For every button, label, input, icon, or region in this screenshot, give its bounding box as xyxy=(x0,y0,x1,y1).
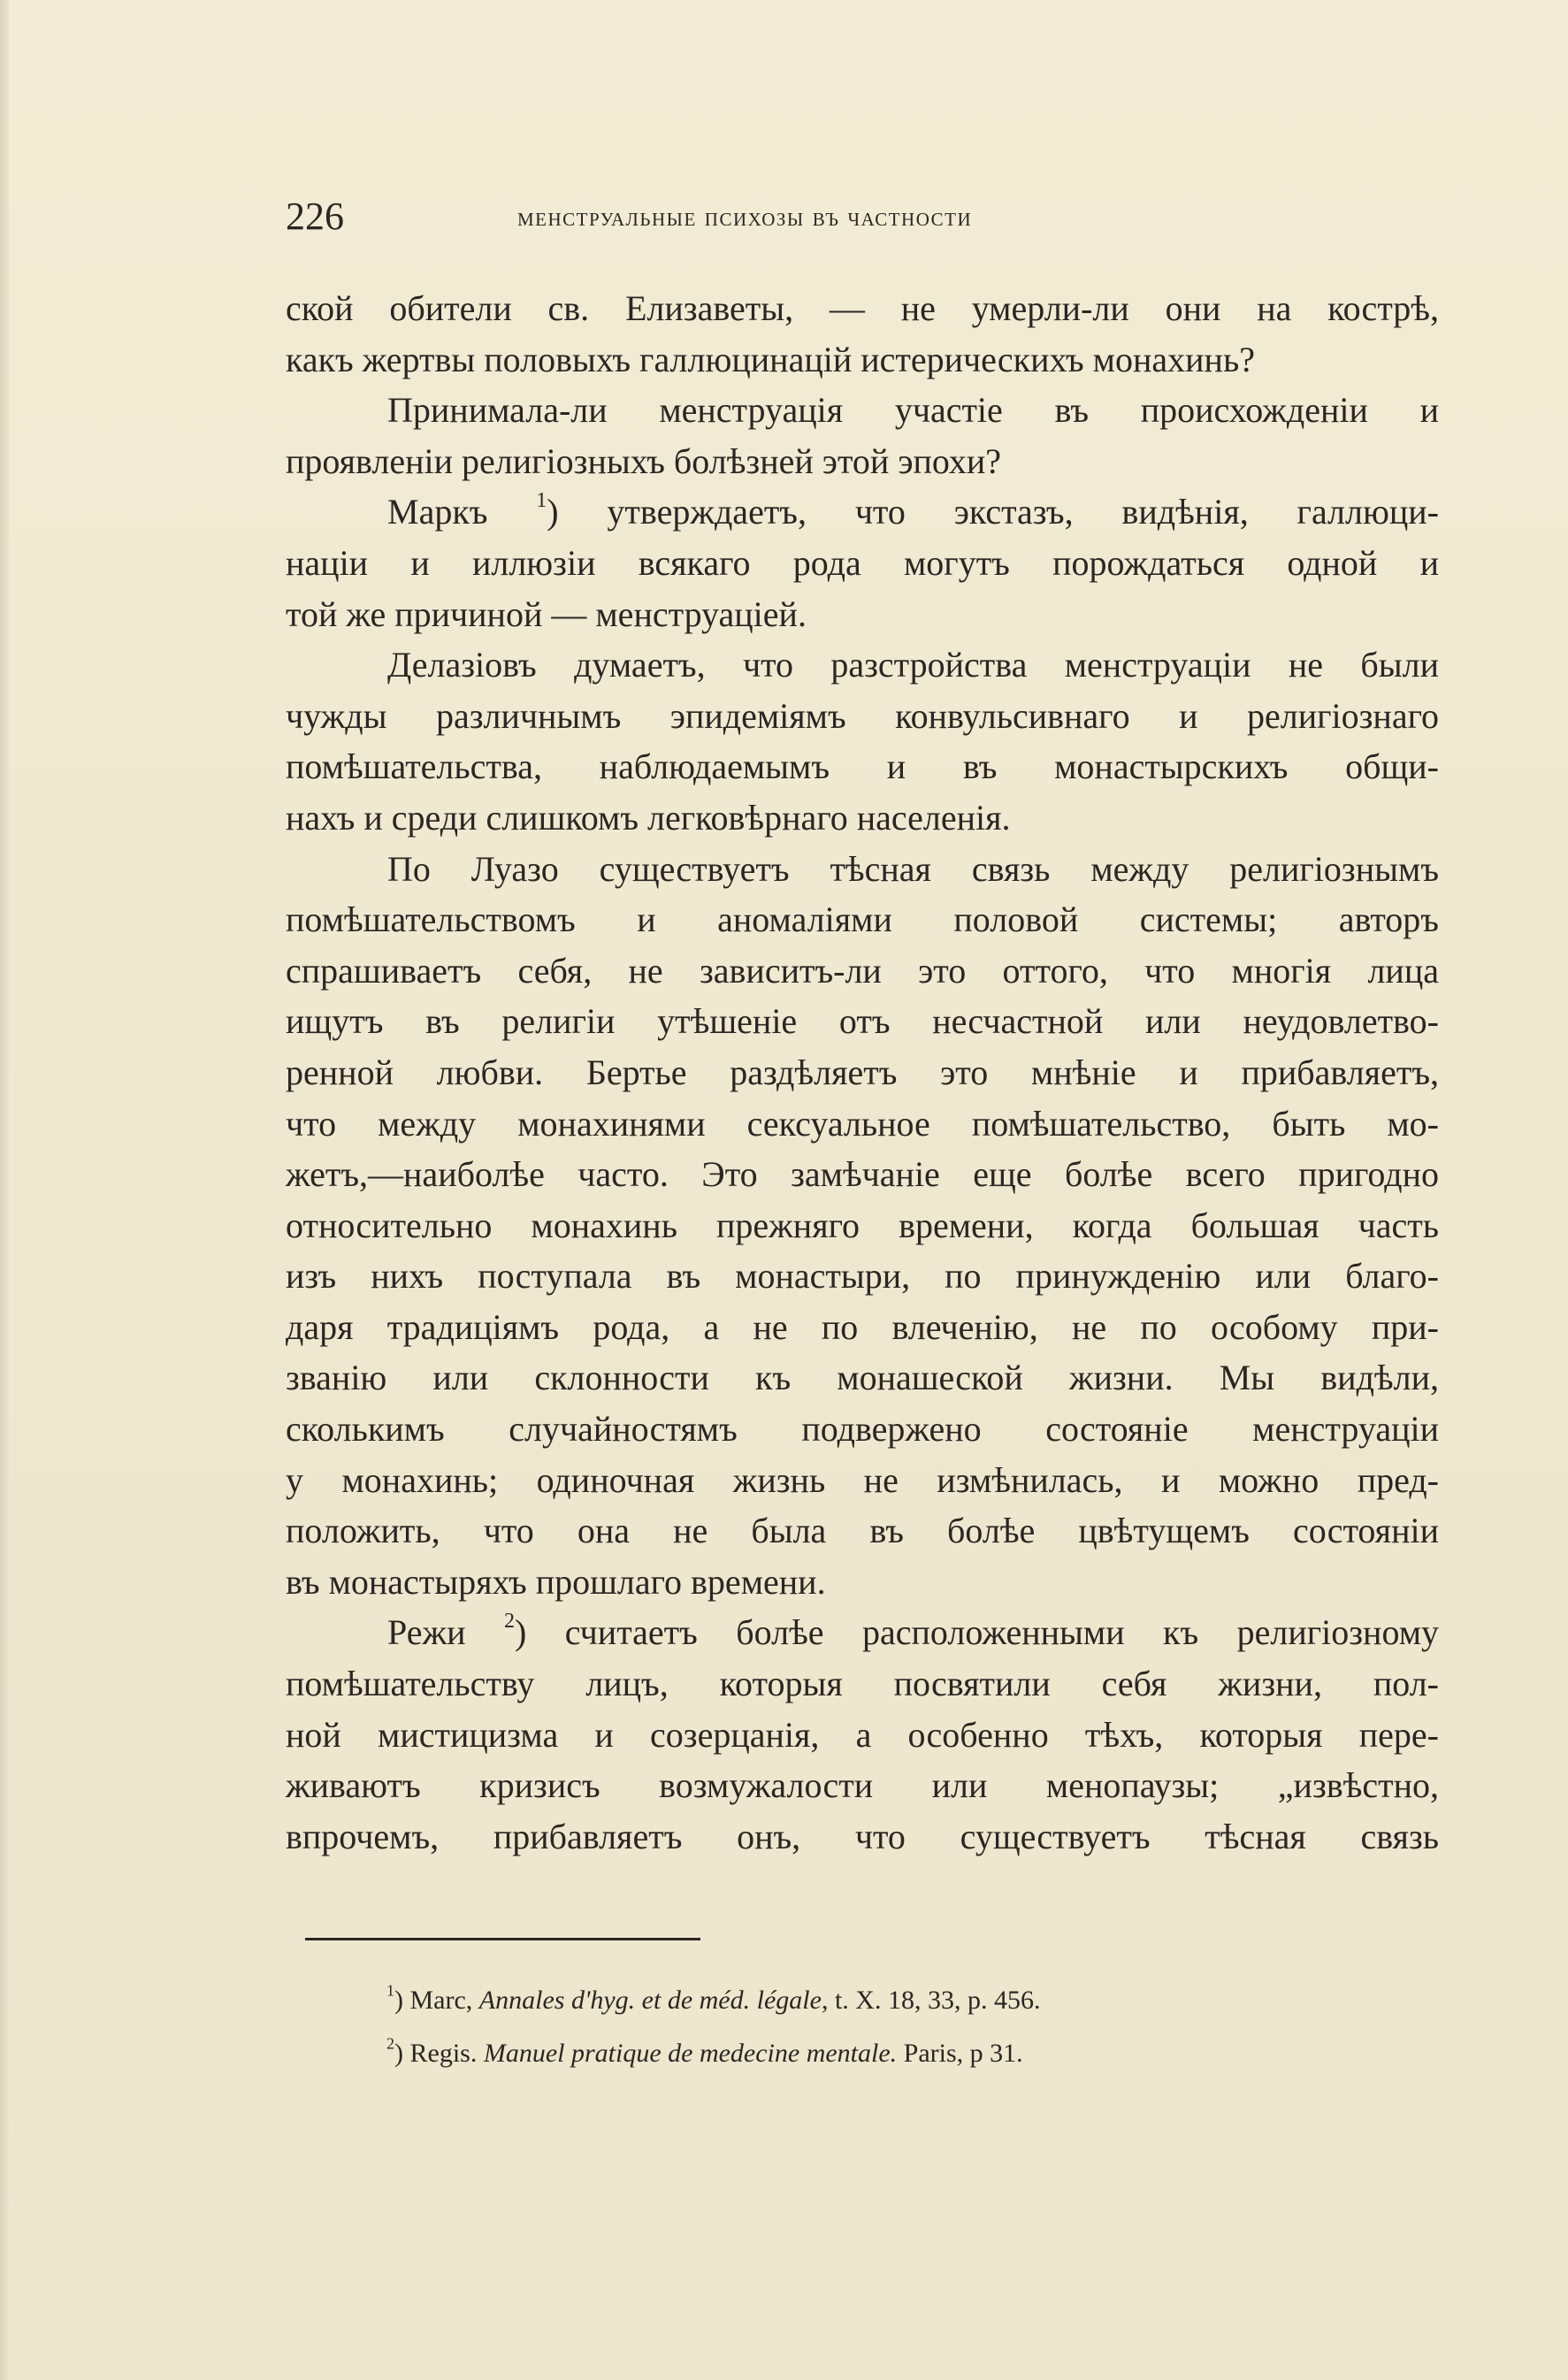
page-edge-shadow xyxy=(0,0,9,2380)
text-line: званію или склонности къ монашеской жизни. Мы видѣли, xyxy=(286,1358,1439,1398)
text-line: нахъ и среди слишкомъ легковѣрнаго населенія. xyxy=(286,797,1011,838)
text-line: что между монахинями сексуальное помѣшательство, быть мо- xyxy=(286,1103,1439,1144)
text-line: у монахинь; одиночная жизнь не измѣнилась, и можно пред- xyxy=(286,1459,1439,1500)
text-line: жетъ,—наиболѣе часто. Это замѣчаніе еще болѣе всего пригодно xyxy=(286,1154,1439,1195)
text-line: даря традиціямъ рода, а не по влеченію, не по особому при- xyxy=(286,1306,1439,1347)
footnotes xyxy=(386,1974,1359,2080)
main-text xyxy=(286,283,1439,1862)
footnote-divider xyxy=(305,1938,700,1940)
text-line: Маркъ $^1$) утверждаетъ, что экстазъ, видѣнія, галлюци- xyxy=(387,489,1439,532)
text-line: Делазіовъ думаетъ, что разстройства менструаціи не были xyxy=(387,645,1439,685)
footnote-mark: 1 xyxy=(386,1981,394,2000)
text-line: въ монастыряхъ прошлаго времени. xyxy=(286,1561,826,1602)
page-header xyxy=(286,190,1435,243)
footnote-ref: 1 xyxy=(536,489,547,513)
text-line: Режи $^2$) считаетъ болѣе расположенными къ религіозному xyxy=(387,1610,1440,1653)
text-line: сколькимъ случайностямъ подвержено состояніе менструаціи xyxy=(286,1409,1439,1450)
work-title: Manuel pratique de medecine mentale. xyxy=(483,2039,898,2068)
text-line: проявленіи религіозныхъ болѣзней этой эпохи? xyxy=(286,440,1002,481)
footnote: $^1$) Marc, Annales d'hyg. et de méd. légale, t. X. 18, 33, p. 456. xyxy=(386,1981,1041,2015)
footnote-ref: 2 xyxy=(503,1610,515,1634)
text-line: живаютъ кризисъ возмужалости или менопаузы; „извѣстно, xyxy=(286,1765,1439,1806)
text-line: помѣшательствомъ и аномаліями половой системы; авторъ xyxy=(286,899,1439,940)
text-line: Принимала-ли менструація участіе въ происхожденіи и xyxy=(387,390,1439,431)
text-line: чужды различнымъ эпидеміямъ конвульсивнаго и религіознаго xyxy=(286,695,1439,736)
text-line: впрочемъ, прибавляетъ онъ, что существуетъ тѣсная связь xyxy=(286,1816,1439,1856)
text-line: ной мистицизма и созерцанія, а особенно тѣхъ, которыя пере- xyxy=(286,1714,1439,1755)
text-line: какъ жертвы половыхъ галлюцинацій истерическихъ монахинь? xyxy=(286,339,1255,379)
footnote: $^2$) Regis. Manuel pratique de medecine mentale. Paris, p 31. xyxy=(386,2034,1023,2068)
text-line: помѣшательству лицъ, которыя посвятили себя жизни, пол- xyxy=(286,1664,1439,1704)
text-line: По Луазо существуетъ тѣсная связь между религіознымъ xyxy=(387,848,1439,889)
text-line: ренной любви. Бертье раздѣляетъ это мнѣніе и прибавляетъ, xyxy=(286,1052,1439,1092)
running-head: менструальные психозы въ частности xyxy=(517,203,973,232)
text-line: относительно монахинь прежняго времени, когда большая часть xyxy=(286,1205,1439,1245)
text-line: изъ нихъ поступала въ монастыри, по принужденію или благо- xyxy=(286,1256,1439,1297)
work-title: Annales d'hyg. et de méd. légale xyxy=(478,1986,822,2015)
page-number: 226 xyxy=(286,195,344,238)
text-line: націи и иллюзіи всякаго рода могутъ порождаться одной и xyxy=(286,542,1439,583)
text-line: той же причиной — менструаціей. xyxy=(286,593,807,634)
text-line: помѣшательства, наблюдаемымъ и въ монастырскихъ общи- xyxy=(286,746,1439,787)
text-line: спрашиваетъ себя, не зависитъ-ли это оттого, что многія лица xyxy=(286,950,1439,991)
text-line: ской обители св. Елизаветы, — не умерли-ли они на кострѣ, xyxy=(286,288,1439,328)
footnote-mark: 2 xyxy=(386,2034,394,2053)
text-line: ищутъ въ религіи утѣшеніе отъ несчастной или неудовлетво- xyxy=(286,1001,1439,1042)
text-line: положить, что она не была въ болѣе цвѣтущемъ состояніи xyxy=(286,1511,1439,1551)
